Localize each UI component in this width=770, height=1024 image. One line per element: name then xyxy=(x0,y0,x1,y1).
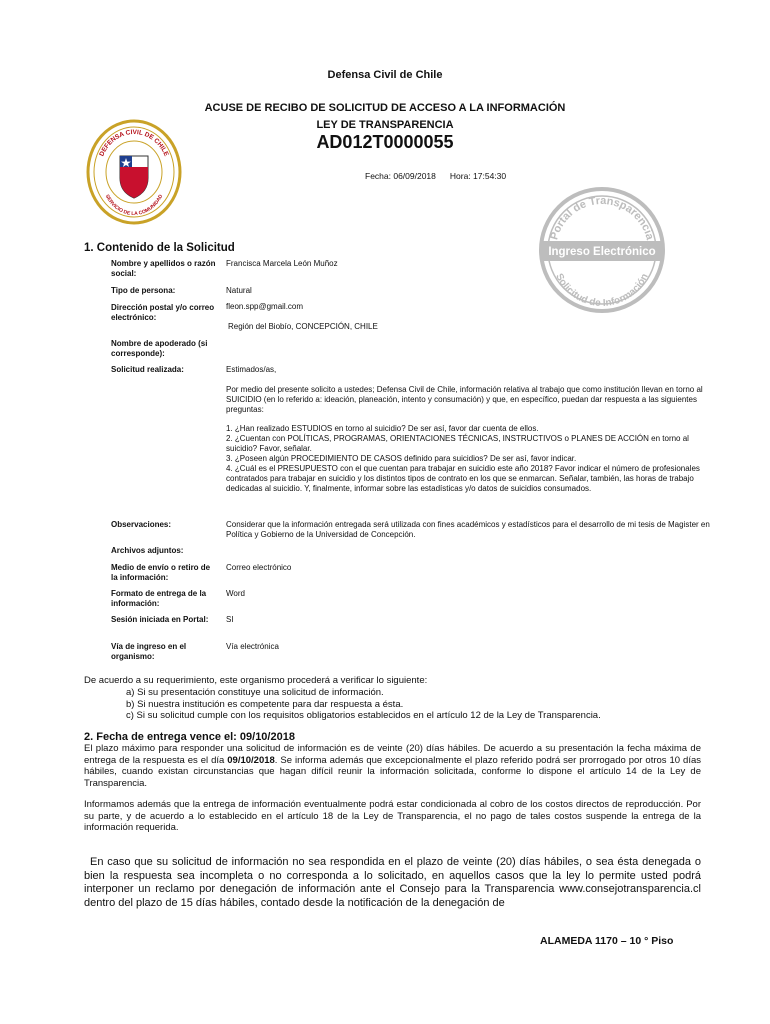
request-time: Hora: 17:54:30 xyxy=(449,171,507,181)
solicitud-intro: Por medio del presente solicito a ustedes; Defensa Civil de Chile, información relativa al trabajo que como institución llevan en torno al SUICIDIO (en lo referido a: ideación, planeación, intento y consumación) y que, en específico, puedan dar respuesta a las siguientes preguntas: xyxy=(226,385,703,414)
tipo-label: Tipo de persona: xyxy=(111,286,176,295)
solicitud-question-1: 1. ¿Han realizado ESTUDIOS en torno al suicidio? De ser así, favor dar cuenta de ellos. xyxy=(226,424,539,433)
stamp-middle-text: Ingreso Electrónico xyxy=(548,246,656,258)
solicitud-question-3: 3. ¿Poseen algún PROCEDIMIENTO DE CASOS definido para suicidios? De ser así, favor indicar. xyxy=(226,454,577,463)
solicitud-label: Solicitud realizada: xyxy=(111,365,184,374)
org-name: Defensa Civil de Chile xyxy=(327,69,443,81)
svg-text:Portal de Transparencia: Portal de Transparencia xyxy=(548,194,656,242)
tipo-value: Natural xyxy=(226,286,252,295)
nombre-label: Nombre y apellidos o razón social: xyxy=(111,259,216,278)
footer-address: ALAMEDA 1170 – 10 ° Piso xyxy=(540,935,674,947)
nombre-value: Francisca Marcela León Muñoz xyxy=(226,259,338,268)
verify-list xyxy=(126,687,706,722)
observaciones-label: Observaciones: xyxy=(111,520,172,529)
solicitud-greeting: Estimados/as, xyxy=(226,365,277,374)
verify-item-c: c) Si su solicitud cumple con los requisitos obligatorios establecidos en el artículo 12 de la Ley de Transparencia. xyxy=(126,710,601,721)
section1-heading: 1. Contenido de la Solicitud xyxy=(84,242,235,254)
plazo-text-b: . Se informa además que excepcionalmente el plazo referido podrá ser prorrogado por otros 10 días hábiles, cuando existan circunstancias que hagan difícil reunir la información solicitada, conforme lo dispone el artículo 14 de la Ley de Transparencia. xyxy=(84,754,701,789)
section2-heading: 2. Fecha de entrega vence el: 09/10/2018 xyxy=(84,731,295,743)
verify-item-a: a) Si su presentación constituye una solicitud de información. xyxy=(126,687,384,698)
solicitud-question-4: 4. ¿Cuál es el PRESUPUESTO con el que cuentan para trabajar en suicidio este año 2018? Favor indicar el número de profesionales contratados para trabajar en suicidio y los distintos tipos de contrato en los que se enmarcan. Señalar, también, las horas de trabajo dedicadas al suicidio. Y, finalmente, informar sobre las estadísticas y/o datos de suicidios consumados. xyxy=(226,464,700,493)
direccion-region: Región del Biobío, CONCEPCIÓN, CHILE xyxy=(228,322,378,331)
formato-value: Word xyxy=(226,589,245,598)
via-label: Vía de ingreso en el organismo: xyxy=(111,642,187,661)
verify-item-b: b) Si nuestra institución es competente para dar respuesta a ésta. xyxy=(126,698,404,710)
apoderado-label: Nombre de apoderado (si corresponde): xyxy=(111,339,208,358)
medio-label: Medio de envío o retiro de la información: xyxy=(111,563,211,582)
doc-title: ACUSE DE RECIBO DE SOLICITUD DE ACCESO A LA INFORMACIÓN xyxy=(204,102,566,114)
svg-text:SERVICIO DE LA COMUNIDAD: SERVICIO DE LA COMUNIDAD xyxy=(103,193,165,218)
svg-text:Solicitud de Información: Solicitud de Información xyxy=(553,271,651,310)
sesion-value: SI xyxy=(226,615,234,624)
via-value: Vía electrónica xyxy=(226,642,279,651)
direccion-label: Dirección postal y/o correo electrónico: xyxy=(111,303,215,322)
solicitud-question-2: 2. ¿Cuentan con POLÍTICAS, PROGRAMAS, ORIENTACIONES TÉCNICAS, INSTRUCTIVOS o PLANES DE ACCIÓN en torno al suicidio? Favor, señalar. xyxy=(226,434,689,453)
sesion-label: Sesión iniciada en Portal: xyxy=(111,615,209,624)
plazo-text-a: El plazo máximo para responder una solicitud de información es de veinte (20) días hábiles. De acuerdo a su presentación la fecha máxima de entrega de la respuesta es el día xyxy=(84,743,701,766)
svg-text:DEFENSA CIVIL DE CHILE: DEFENSA CIVIL DE CHILE xyxy=(98,128,170,158)
formato-label: Formato de entrega de la información: xyxy=(111,589,207,608)
medio-value: Correo electrónico xyxy=(226,563,292,572)
observaciones-value: Considerar que la información entregada será utilizada con fines académicos y estadísticos para el desarrollo de mi tesis de Magister en Política y Gobierno de la Universidad de Concepción. xyxy=(226,520,710,539)
doc-subtitle: LEY DE TRANSPARENCIA xyxy=(316,119,454,131)
request-date: Fecha: 06/09/2018 xyxy=(365,171,436,181)
reclamo-paragraph: En caso que su solicitud de información no sea respondida en el plazo de veinte (20) días hábiles, o sea ésta denegada o bien la respuesta sea incompleta o no corresponda a lo solicitado, en aquellos casos que la ley lo permite usted podrá interponer un reclamo por denegación de información ante el Consejo para la Transparencia www.consejotransparencia.cl dentro del plazo de 15 días hábiles, contado desde la notificación de la denegación de xyxy=(84,856,701,909)
costos-paragraph: Informamos además que la entrega de información eventualmente podrá estar condicionada al cobro de los costos directos de reproducción. Por su parte, y de acuerdo a lo establecido en el artículo 18 de la Ley de Transparencia, el no pago de tales costos suspende la entrega de la información requerida. xyxy=(84,799,701,833)
date-time xyxy=(365,171,520,181)
plazo-paragraph xyxy=(84,743,701,789)
request-code: AD012T0000055 xyxy=(316,132,454,152)
verify-intro: De acuerdo a su requerimiento, este organismo procederá a verificar lo siguiente: xyxy=(84,675,428,686)
solicitud-text xyxy=(226,365,712,494)
direccion-email: fleon.spp@gmail.com xyxy=(226,302,304,311)
plazo-date: 09/10/2018 xyxy=(227,754,275,766)
adjuntos-label: Archivos adjuntos: xyxy=(111,546,184,555)
